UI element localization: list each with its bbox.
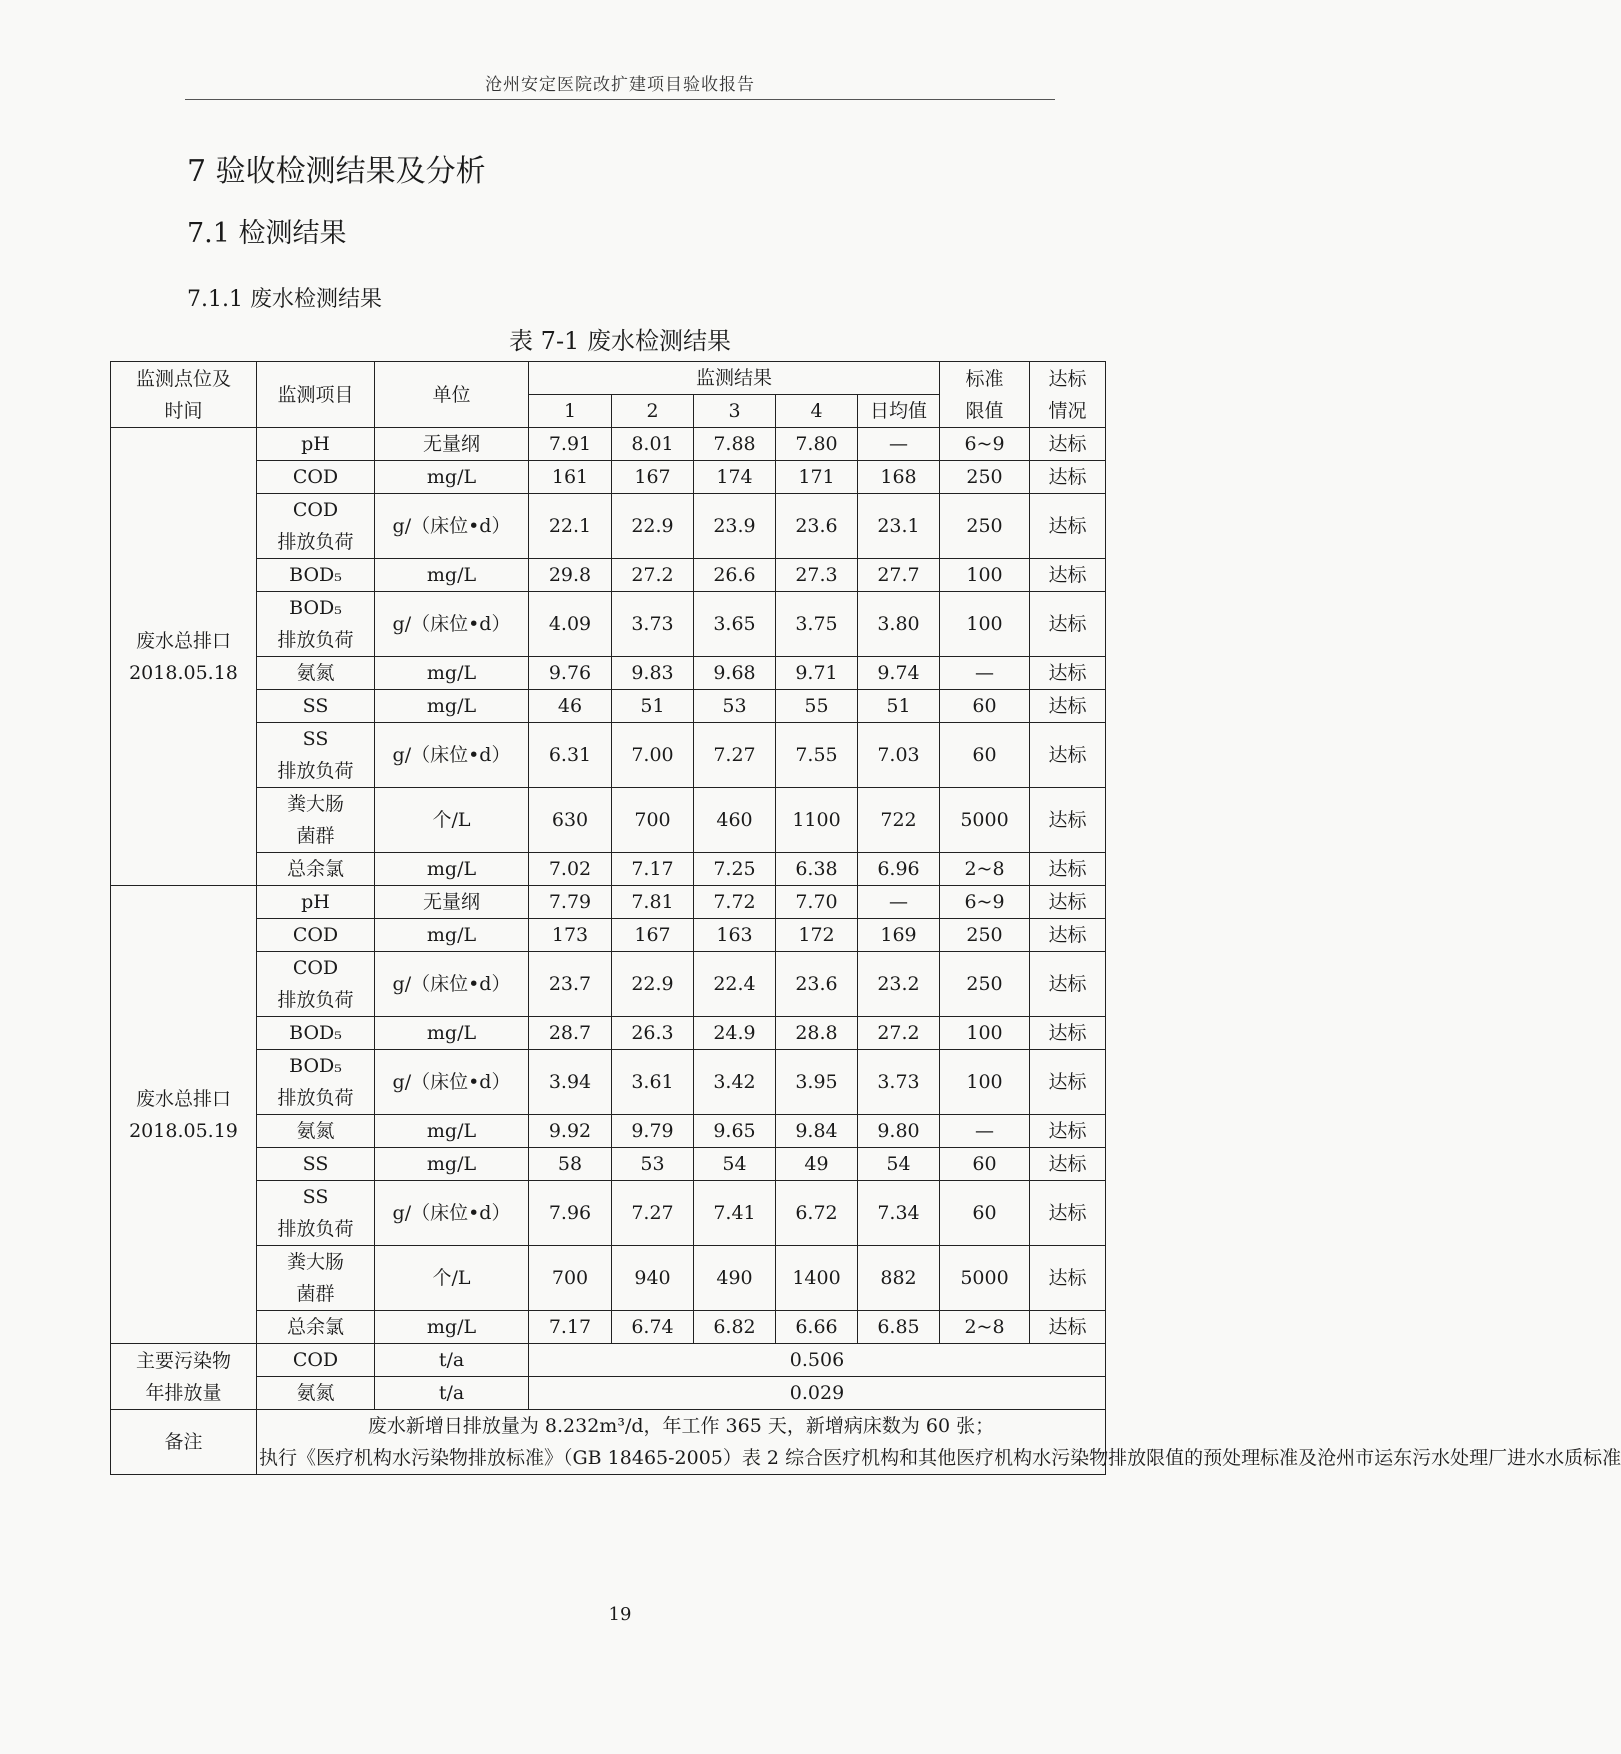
value-cell: 171 [776,461,858,494]
header-results: 监测结果 [529,362,940,395]
table-caption: 表 7-1 废水检测结果 [509,327,731,355]
value-cell: 7.27 [694,723,776,788]
status-cell: 达标 [1030,690,1106,723]
limit-cell: 6~9 [940,428,1030,461]
table-row [111,428,1106,461]
value-cell: 9.83 [612,657,694,690]
unit-cell: mg/L [375,461,529,494]
value-cell: 173 [529,919,612,952]
limit-cell: — [940,657,1030,690]
cell-line: 总余氯 [286,1316,344,1338]
status-cell: 达标 [1030,886,1106,919]
annual-row [111,1344,1106,1377]
limit-cell: 5000 [940,788,1030,853]
cell-line: COD [292,466,339,488]
cell-line: 排放负荷 [277,1218,354,1240]
cell-line: BOD₅ [289,597,342,619]
value-cell: 3.95 [776,1050,858,1115]
cell-line: SS [302,728,329,750]
value-cell: 23.2 [858,952,940,1017]
value-cell: 7.88 [694,428,776,461]
header-item: 监测项目 [257,362,375,428]
unit-cell: mg/L [375,1115,529,1148]
value-cell: 27.3 [776,559,858,592]
unit-cell: mg/L [375,919,529,952]
table-row [111,494,1106,559]
cell-line: 氨氮 [296,1120,335,1142]
cell-line: BOD₅ [289,1022,342,1044]
value-cell: 29.8 [529,559,612,592]
value-cell: — [858,428,940,461]
header-unit: 单位 [375,362,529,428]
value-cell: 26.3 [612,1017,694,1050]
limit-cell: 60 [940,690,1030,723]
header-result-col: 3 [694,395,776,428]
status-cell: 达标 [1030,1311,1106,1344]
status-cell: 达标 [1030,853,1106,886]
value-cell: 23.6 [776,494,858,559]
status-cell: 达标 [1030,1181,1106,1246]
subsubsection-title: 7.1.1 废水检测结果 [187,287,382,312]
limit-cell: 60 [940,1148,1030,1181]
item-cell [257,919,375,952]
cell-line: COD [292,924,339,946]
cell-line: 排放负荷 [277,760,354,782]
annual-item-cell: COD [257,1344,375,1377]
value-cell: 9.65 [694,1115,776,1148]
item-cell [257,723,375,788]
item-cell [257,461,375,494]
unit-cell: 无量纲 [375,428,529,461]
running-header: 沧州安定医院改扩建项目验收报告 [485,75,755,95]
annual-value-cell: 0.506 [529,1344,1106,1377]
value-cell: 3.65 [694,592,776,657]
unit-cell: g/（床位•d） [375,1181,529,1246]
value-cell: 7.72 [694,886,776,919]
value-cell: 26.6 [694,559,776,592]
value-cell: 167 [612,919,694,952]
unit-cell: mg/L [375,559,529,592]
value-cell: 9.84 [776,1115,858,1148]
value-cell: 168 [858,461,940,494]
table-row [111,1311,1106,1344]
header-compliance: 达标 情况 [1030,362,1106,428]
value-cell: 1400 [776,1246,858,1311]
cell-line: 废水总排口 [135,629,231,652]
cell-line: pH [301,891,330,913]
status-cell: 达标 [1030,1050,1106,1115]
value-cell: 169 [858,919,940,952]
value-cell: 9.79 [612,1115,694,1148]
status-cell: 达标 [1030,428,1106,461]
table-row [111,1181,1106,1246]
status-cell: 达标 [1030,788,1106,853]
annual-value-cell: 0.029 [529,1377,1106,1410]
value-cell: 22.9 [612,494,694,559]
value-cell: 9.74 [858,657,940,690]
limit-cell: 100 [940,1050,1030,1115]
value-cell: 6.31 [529,723,612,788]
table-row [111,952,1106,1017]
annual-unit-cell: t/a [375,1377,529,1410]
limit-cell: — [940,1115,1030,1148]
item-cell [257,657,375,690]
cell-line: SS [302,1153,329,1175]
annual-label-cell [111,1344,257,1410]
annual-item-cell: 氨氮 [257,1377,375,1410]
unit-cell: 无量纲 [375,886,529,919]
remark-line: 废水新增日排放量为 8.232m³/d，年工作 365 天，新增病床数为 60 张； [367,1415,995,1437]
value-cell: — [858,886,940,919]
item-cell [257,1017,375,1050]
status-cell: 达标 [1030,657,1106,690]
cell-line: 氨氮 [296,662,335,684]
limit-cell: 100 [940,559,1030,592]
status-cell: 达标 [1030,919,1106,952]
cell-line: 2018.05.18 [129,661,238,684]
value-cell: 46 [529,690,612,723]
value-cell: 27.2 [858,1017,940,1050]
unit-cell: 个/L [375,788,529,853]
value-cell: 7.41 [694,1181,776,1246]
status-cell: 达标 [1030,559,1106,592]
table-row [111,853,1106,886]
cell-line: 总余氯 [286,858,344,880]
value-cell: 23.7 [529,952,612,1017]
value-cell: 174 [694,461,776,494]
unit-cell: mg/L [375,1017,529,1050]
status-cell: 达标 [1030,592,1106,657]
value-cell: 7.17 [612,853,694,886]
value-cell: 940 [612,1246,694,1311]
unit-cell: mg/L [375,853,529,886]
value-cell: 460 [694,788,776,853]
limit-cell: 250 [940,919,1030,952]
value-cell: 7.02 [529,853,612,886]
cell-line: BOD₅ [289,564,342,586]
value-cell: 7.25 [694,853,776,886]
remarks-row [111,1410,1106,1475]
header-standard: 标准 限值 [940,362,1030,428]
value-cell: 23.1 [858,494,940,559]
unit-cell: g/（床位•d） [375,723,529,788]
unit-cell: mg/L [375,1148,529,1181]
table-header-row [111,362,1106,395]
item-cell [257,1181,375,1246]
table-row [111,690,1106,723]
item-cell [257,1246,375,1311]
cell-line: BOD₅ [289,1055,342,1077]
value-cell: 6.74 [612,1311,694,1344]
status-cell: 达标 [1030,1148,1106,1181]
cell-line: SS [302,695,329,717]
value-cell: 3.61 [612,1050,694,1115]
unit-cell: g/（床位•d） [375,494,529,559]
item-cell [257,592,375,657]
value-cell: 53 [694,690,776,723]
table-row [111,1050,1106,1115]
cell-line: 菌群 [296,825,335,847]
value-cell: 6.38 [776,853,858,886]
unit-cell: g/（床位•d） [375,592,529,657]
limit-cell: 250 [940,952,1030,1017]
limit-cell: 2~8 [940,1311,1030,1344]
value-cell: 3.80 [858,592,940,657]
status-cell: 达标 [1030,952,1106,1017]
cell-line: 粪大肠 [286,793,344,815]
value-cell: 3.73 [612,592,694,657]
cell-line: 2018.05.19 [129,1119,238,1142]
value-cell: 7.70 [776,886,858,919]
limit-cell: 2~8 [940,853,1030,886]
value-cell: 22.1 [529,494,612,559]
value-cell: 9.68 [694,657,776,690]
table-row [111,461,1106,494]
value-cell: 6.85 [858,1311,940,1344]
cell-line: 菌群 [296,1283,335,1305]
header-result-col: 4 [776,395,858,428]
header-result-col: 日均值 [858,395,940,428]
value-cell: 54 [858,1148,940,1181]
value-cell: 24.9 [694,1017,776,1050]
value-cell: 9.71 [776,657,858,690]
value-cell: 6.82 [694,1311,776,1344]
value-cell: 700 [529,1246,612,1311]
value-cell: 7.17 [529,1311,612,1344]
table-row [111,1115,1106,1148]
item-cell [257,559,375,592]
cell-line: pH [301,433,330,455]
cell-line: 粪大肠 [286,1251,344,1273]
value-cell: 23.6 [776,952,858,1017]
header-result-col: 2 [612,395,694,428]
table-row [111,1246,1106,1311]
header-result-col: 1 [529,395,612,428]
value-cell: 7.00 [612,723,694,788]
item-cell [257,1311,375,1344]
remark-line: 执行《医疗机构水污染物排放标准》（GB 18465-2005）表 2 综合医疗机构和其他医疗机构水污染物排放限值的预处理标准及沧州市运东污水处理厂进水水质标准 [259,1447,1621,1469]
value-cell: 7.96 [529,1181,612,1246]
value-cell: 3.42 [694,1050,776,1115]
status-cell: 达标 [1030,1246,1106,1311]
limit-cell: 60 [940,723,1030,788]
value-cell: 22.4 [694,952,776,1017]
value-cell: 3.75 [776,592,858,657]
value-cell: 161 [529,461,612,494]
value-cell: 490 [694,1246,776,1311]
cell-line: 排放负荷 [277,989,354,1011]
value-cell: 4.09 [529,592,612,657]
cell-line: COD [292,499,339,521]
annual-unit-cell: t/a [375,1344,529,1377]
value-cell: 58 [529,1148,612,1181]
remarks-label-cell: 备注 [111,1410,257,1475]
unit-cell: mg/L [375,690,529,723]
table-row [111,1017,1106,1050]
cell-line: 排放负荷 [277,1087,354,1109]
cell-line: COD [292,957,339,979]
limit-cell: 60 [940,1181,1030,1246]
status-cell: 达标 [1030,1115,1106,1148]
item-cell [257,1148,375,1181]
value-cell: 27.2 [612,559,694,592]
value-cell: 7.91 [529,428,612,461]
value-cell: 722 [858,788,940,853]
location-cell [111,428,257,886]
value-cell: 9.80 [858,1115,940,1148]
limit-cell: 5000 [940,1246,1030,1311]
cell-line: 主要污染物 [135,1349,231,1372]
value-cell: 6.96 [858,853,940,886]
value-cell: 9.76 [529,657,612,690]
value-cell: 1100 [776,788,858,853]
table-row [111,886,1106,919]
value-cell: 3.73 [858,1050,940,1115]
unit-cell: mg/L [375,1311,529,1344]
unit-cell: g/（床位•d） [375,952,529,1017]
item-cell [257,428,375,461]
table-row [111,723,1106,788]
cell-line: 废水总排口 [135,1087,231,1110]
table-row [111,592,1106,657]
status-cell: 达标 [1030,1017,1106,1050]
value-cell: 163 [694,919,776,952]
value-cell: 630 [529,788,612,853]
wastewater-results-table [110,361,1621,1475]
value-cell: 7.34 [858,1181,940,1246]
table-row [111,788,1106,853]
header-location-time: 监测点位及 时间 [111,362,257,428]
value-cell: 28.8 [776,1017,858,1050]
remarks-text-cell [257,1410,1621,1475]
value-cell: 55 [776,690,858,723]
value-cell: 3.94 [529,1050,612,1115]
item-cell [257,788,375,853]
value-cell: 7.27 [612,1181,694,1246]
value-cell: 28.7 [529,1017,612,1050]
cell-line: 排放负荷 [277,531,354,553]
item-cell [257,952,375,1017]
item-cell [257,494,375,559]
value-cell: 7.03 [858,723,940,788]
status-cell: 达标 [1030,461,1106,494]
limit-cell: 100 [940,1017,1030,1050]
item-cell [257,853,375,886]
value-cell: 882 [858,1246,940,1311]
unit-cell: g/（床位•d） [375,1050,529,1115]
item-cell [257,1115,375,1148]
table-row [111,559,1106,592]
location-cell [111,886,257,1344]
item-cell [257,1050,375,1115]
header-rule [185,99,1055,100]
annual-row [111,1377,1106,1410]
unit-cell: mg/L [375,657,529,690]
value-cell: 22.9 [612,952,694,1017]
value-cell: 6.66 [776,1311,858,1344]
value-cell: 9.92 [529,1115,612,1148]
cell-line: SS [302,1186,329,1208]
status-cell: 达标 [1030,723,1106,788]
value-cell: 23.9 [694,494,776,559]
value-cell: 49 [776,1148,858,1181]
value-cell: 167 [612,461,694,494]
section-title: 7 验收检测结果及分析 [187,154,486,189]
cell-line: 排放负荷 [277,629,354,651]
limit-cell: 250 [940,494,1030,559]
page-number: 19 [608,1604,632,1625]
value-cell: 7.79 [529,886,612,919]
value-cell: 27.7 [858,559,940,592]
value-cell: 51 [858,690,940,723]
unit-cell: 个/L [375,1246,529,1311]
value-cell: 7.80 [776,428,858,461]
item-cell [257,690,375,723]
value-cell: 53 [612,1148,694,1181]
status-cell: 达标 [1030,494,1106,559]
limit-cell: 6~9 [940,886,1030,919]
value-cell: 8.01 [612,428,694,461]
table-row [111,919,1106,952]
limit-cell: 250 [940,461,1030,494]
value-cell: 51 [612,690,694,723]
cell-line: 年排放量 [145,1381,222,1404]
item-cell [257,886,375,919]
value-cell: 7.55 [776,723,858,788]
value-cell: 54 [694,1148,776,1181]
value-cell: 6.72 [776,1181,858,1246]
subsection-title: 7.1 检测结果 [187,218,347,249]
value-cell: 700 [612,788,694,853]
value-cell: 172 [776,919,858,952]
value-cell: 7.81 [612,886,694,919]
limit-cell: 100 [940,592,1030,657]
table-row [111,657,1106,690]
table-row [111,1148,1106,1181]
